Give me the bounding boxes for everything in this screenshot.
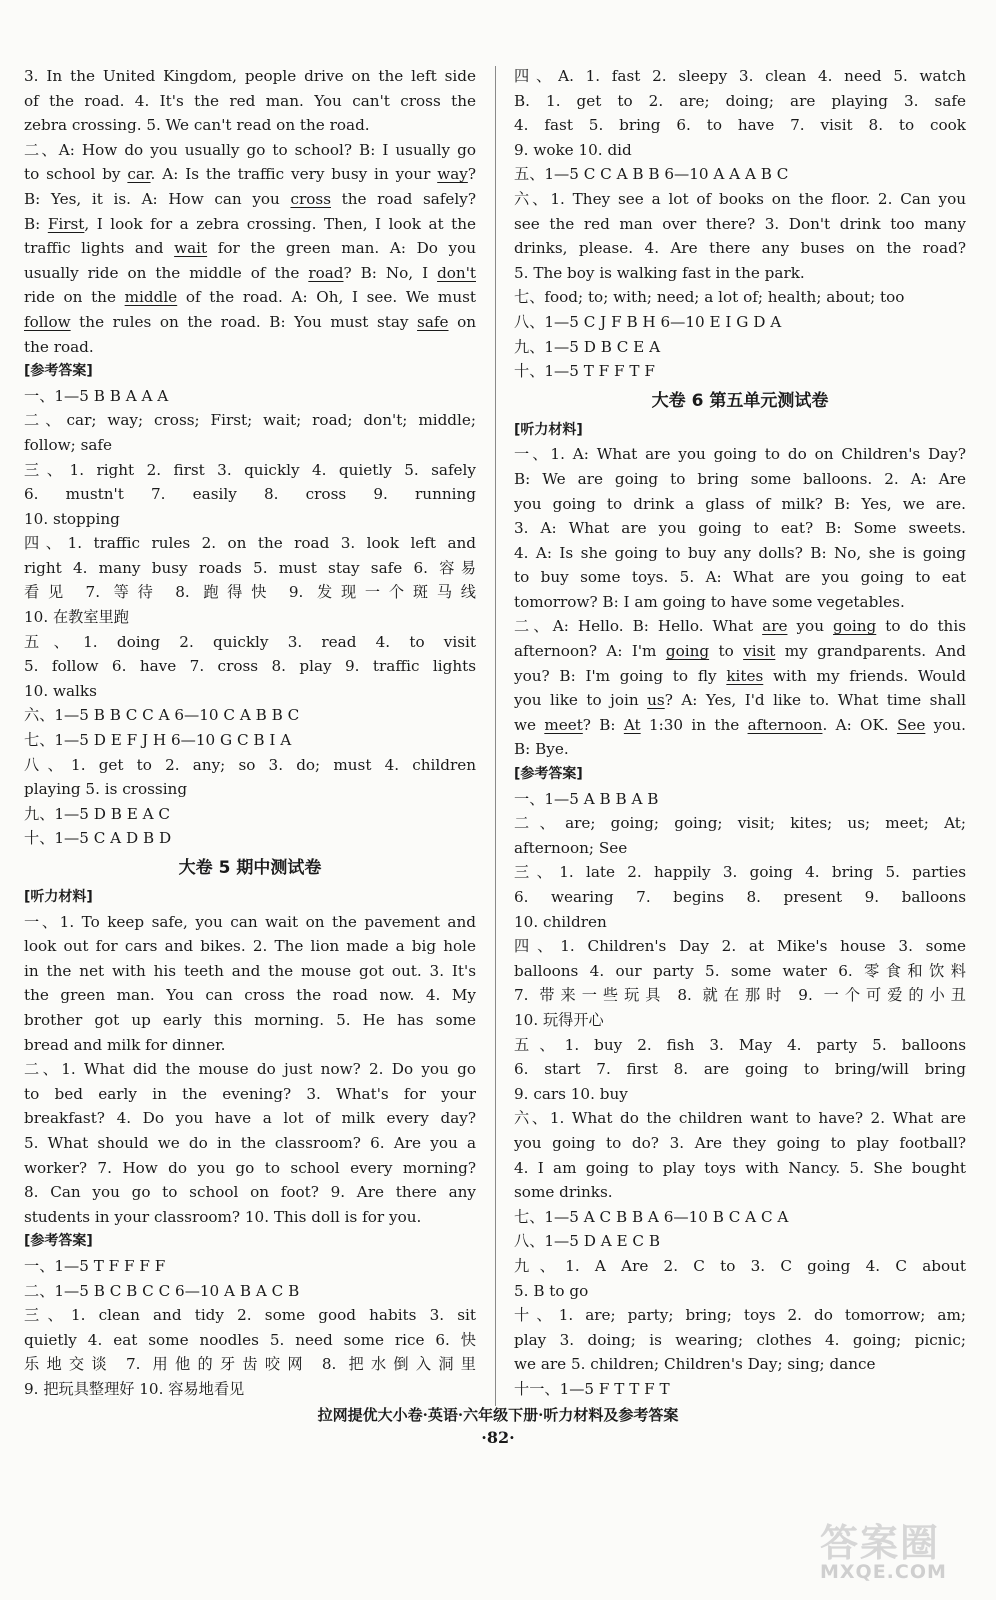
answer-line: 四、A. 1. fast 2. sleepy 3. clean 4. need 5. watch [514,67,966,85]
text-line: to school by car. A: Is the traffic very busy in your way? [24,165,476,184]
book-footer: 拉网提优大小卷·英语·六年级下册·听力材料及参考答案 [317,1406,679,1424]
text-line: the road. [24,337,94,356]
text-line: worker? 7. How do you go to school every morning? [24,1158,476,1177]
answer-line: 三、1. clean and tidy 2. some good habits 3. sit [24,1306,476,1325]
answer-line: 一、1—5 A B B A B [514,789,659,808]
answer-line: 一、1—5 T F F F F [24,1256,166,1275]
midterm-answers-part1 [24,1254,476,1402]
text-line: 8. Can you go to school on foot? 9. Are there any [24,1183,476,1202]
unit5-answers [514,787,966,1402]
answer-blank: going [665,642,710,661]
unit5-listening [514,442,966,614]
answer-blank: road [308,263,344,282]
answer-line: 乐地交谈 7. 用他的牙齿咬网 8. 把水倒入洞里 [24,1355,476,1374]
text-line: zebra crossing. 5. We can't read on the road. [24,116,370,135]
text-line: look out for cars and bikes. 2. The lion made a big hole [24,937,476,956]
answer-line: right 4. many busy roads 5. must stay safe 6. 容易 [24,558,476,577]
midterm-listening [24,910,476,1230]
watermark-logo [820,1512,970,1582]
watermark-url: MXQE.COM [820,1561,947,1583]
text-line: 5. What should we do in the classroom? 6. Are you a [24,1133,476,1152]
answer-blank: don't [437,263,476,282]
text-line: B: We are going to bring some balloons. 2. A: Are [514,469,966,488]
answer-line: 六、1. What do the children want to have? 2. What are [514,1109,966,1128]
text-line: ride on the middle of the road. A: Oh, I see. We must [24,288,476,307]
answer-line: some drinks. [514,1183,613,1202]
page-number: ·82· [481,1428,515,1447]
answer-line: 八、1—5 C J F B H 6—10 E I G D A [514,312,782,331]
answer-line: see the red man over there? 3. Don't drink too many [514,214,966,233]
text-line: you going to drink a glass of milk? B: Yes, we are. [514,494,966,513]
answer-line: 9. cars 10. buy [514,1084,628,1103]
text-line: tomorrow? B: I am going to have some vegetables. [514,592,905,611]
text-line: usually ride on the middle of the road? B: No, I don't [24,263,476,282]
text-line: 一、1. To keep safe, you can wait on the pavement and [24,912,476,931]
answer-blank: afternoon [747,715,823,734]
section-title-unit5: 大卷 6 第五单元测试卷 [651,390,829,411]
text-line: bread and milk for dinner. [24,1035,226,1054]
unit5-listening-dialogue [514,614,966,762]
listening-material-tag: [听力材料] [24,889,93,905]
answer-line: 十、1—5 C A D B D [24,829,172,848]
answer-blank: See [896,715,926,734]
answer-line: 7. 带来一些玩具 8. 就在那时 9. 一个可爱的小丑 [514,986,966,1005]
answer-line: 八、1—5 D A E C B [514,1232,661,1251]
text-line: students in your classroom? 10. This doll is for you. [24,1207,422,1226]
answer-line: 二、car; way; cross; First; wait; road; don't; middle; [24,411,476,430]
unit4-answers [24,384,476,851]
text-line: you? B: I'm going to fly kites with my friends. Would [514,666,966,685]
answer-line: 6. start 7. first 8. are going to bring/will bring [514,1060,966,1079]
right-column [514,64,966,1401]
answer-blank: middle [124,288,178,307]
answer-blank: kites [726,666,764,685]
text-line: traffic lights and wait for the green man. A: Do you [24,239,476,258]
answer-blank: safe [417,312,449,331]
answer-line: 十一、1—5 F T T F T [514,1379,670,1398]
answer-line: B. 1. get to 2. are; doing; are playing 3. safe [514,91,966,110]
answer-line: 三、1. right 2. first 3. quickly 4. quietly 5. safely [24,460,476,479]
text-line: to buy some toys. 5. A: What are you going to eat [514,568,966,587]
left-column [24,64,476,1401]
unit4-listening-dialogue [24,138,476,359]
text-line: in the net with his teeth and the mouse got out. 3. It's [24,961,476,980]
text-line: we meet? B: At 1:30 in the afternoon. A: OK. See you. [514,715,966,734]
answer-line: we are 5. children; Children's Day; sing; dance [514,1355,876,1374]
answer-line: 六、1. They see a lot of books on the floor. 2. Can you [514,189,966,208]
answer-line: 十、1—5 T F F T F [514,362,655,381]
listening-material-tag: [听力材料] [514,421,583,438]
answer-line: 5. B to go [514,1281,589,1300]
answer-line: 4. I am going to play toys with Nancy. 5. She bought [514,1158,966,1177]
answer-line: 二、1—5 B C B C C 6—10 A B A C B [24,1281,300,1300]
answer-line: 五、1—5 C C A B B 6—10 A A A B C [514,165,789,184]
text-line: breakfast? 4. Do you have a lot of milk every day? [24,1109,476,1128]
midterm-answers-part2 [514,64,966,384]
answer-blank: us [647,691,665,710]
answer-blank: visit [743,642,776,661]
answer-line: 二、are; going; going; visit; kites; us; meet; At; [514,814,966,833]
answer-line: 九、1—5 D B C E A [514,337,661,356]
answer-blank: way [437,165,468,184]
answer-blank: are [762,617,788,636]
text-line: 一、1. A: What are you going to do on Children's Day? [514,445,966,464]
text-line: the green man. You can cross the road now. 4. My [24,986,476,1005]
text-line: 二、A: How do you usually go to school? B: I usually go [24,140,476,159]
answer-line: 4. fast 5. bring 6. to have 7. visit 8. to cook [514,116,966,135]
text-line: brother got up early this morning. 5. He has some [24,1010,476,1029]
answer-blank: car [127,165,151,184]
answer-line: 四、1. traffic rules 2. on the road 3. look left and [24,534,476,553]
answer-line: 5. The boy is walking fast in the park. [514,263,805,282]
answer-line: 九、1. A Are 2. C to 3. C going 4. C about [514,1256,966,1275]
answer-line: 10. 玩得开心 [514,1010,604,1029]
answer-line: 十、1. are; party; bring; toys 2. do tomorrow; am; [514,1306,966,1325]
answer-line: 五、1. buy 2. fish 3. May 4. party 5. balloons [514,1035,966,1054]
reference-answer-tag: [参考答案] [514,766,583,783]
answer-blank: follow [24,312,71,331]
reference-answer-tag: [参考答案] [24,1233,93,1250]
answer-line: 七、1—5 A C B B A 6—10 B C A C A [514,1207,789,1226]
answer-line: quietly 4. eat some noodles 5. need some rice 6. 快 [24,1330,476,1349]
answer-line: balloons 4. our party 5. some water 6. 零食和饮料 [514,961,966,980]
answer-line: 七、1—5 D E F J H 6—10 G C B I A [24,731,292,750]
answer-line: 5. follow 6. have 7. cross 8. play 9. traffic lights [24,657,476,676]
answer-blank: wait [174,239,208,258]
text-line: to bed early in the evening? 3. What's for your [24,1084,476,1103]
answer-blank: meet [544,715,583,734]
answer-line: afternoon; See [514,838,628,857]
text-line: B: Bye. [514,740,569,759]
text-line: 3. In the United Kingdom, people drive on the left side [24,67,476,85]
text-line: follow the rules on the road. B: You must stay safe on [24,312,476,331]
answer-line: 六、1—5 B B C C A 6—10 C A B B C [24,706,300,725]
section-title-midterm: 大卷 5 期中测试卷 [178,858,322,878]
answer-line: 七、food; to; with; need; a lot of; health; about; too [514,288,905,307]
text-line: afternoon? A: I'm going to visit my grandparents. And [514,642,966,661]
unit4-listening-3-5 [24,64,476,138]
answer-line: 九、1—5 D B E A C [24,804,171,823]
text-line: B: First, I look for a zebra crossing. Then, I look at the [24,214,476,233]
answer-line: 6. wearing 7. begins 8. present 9. balloons [514,888,966,906]
text-line: you like to join us? A: Yes, I'd like to. What time shall [514,691,966,710]
answer-line: 五、1. doing 2. quickly 3. read 4. to visit [24,632,476,651]
answer-line: 6. mustn't 7. easily 8. cross 9. running [24,485,476,504]
answer-line: 四、1. Children's Day 2. at Mike's house 3. some [514,937,966,956]
answer-line: you going to do? 3. Are they going to play football? [514,1133,966,1152]
answer-blank: going [833,617,877,636]
answer-line: 10. walks [24,681,97,700]
text-line: of the road. 4. It's the red man. You can't cross the [24,91,476,110]
answer-line: 10. children [514,912,607,931]
text-line: 二、A: Hello. B: Hello. What are you going to do this [514,617,966,636]
text-line: 二、1. What did the mouse do just now? 2. Do you go [24,1060,476,1079]
answer-blank: First [47,214,85,233]
answer-line: 9. 把玩具整理好 10. 容易地看见 [24,1379,245,1398]
text-line: 4. A: Is she going to buy any dolls? B: No, she is going [514,543,966,562]
answer-line: 看见 7. 等待 8. 跑得快 9. 发现一个斑马线 [24,583,476,602]
answer-line: drinks, please. 4. Are there any buses on the road? [514,239,966,258]
reference-answer-tag: [参考答案] [24,363,93,380]
answer-line: 八、1. get to 2. any; so 3. do; must 4. children [24,755,476,774]
answer-blank: cross [290,189,331,208]
text-line: 3. A: What are you going to eat? B: Some sweets. [514,519,966,538]
answer-line: 三、1. late 2. happily 3. going 4. bring 5. parties [514,863,966,882]
answer-line: follow; safe [24,435,113,454]
column-divider [495,66,496,1406]
watermark-logo-text: 答案圈 [820,1521,941,1565]
answer-blank: At [623,715,641,734]
answer-line: playing 5. is crossing [24,780,188,799]
answer-line: 10. 在教室里跑 [24,608,129,627]
answer-line: 10. stopping [24,509,120,528]
text-line: B: Yes, it is. A: How can you cross the road safely? [24,189,476,208]
answer-line: 一、1—5 B B A A A [24,386,169,405]
answer-line: play 3. doing; is wearing; clothes 4. going; picnic; [514,1330,966,1349]
answer-line: 9. woke 10. did [514,140,632,159]
